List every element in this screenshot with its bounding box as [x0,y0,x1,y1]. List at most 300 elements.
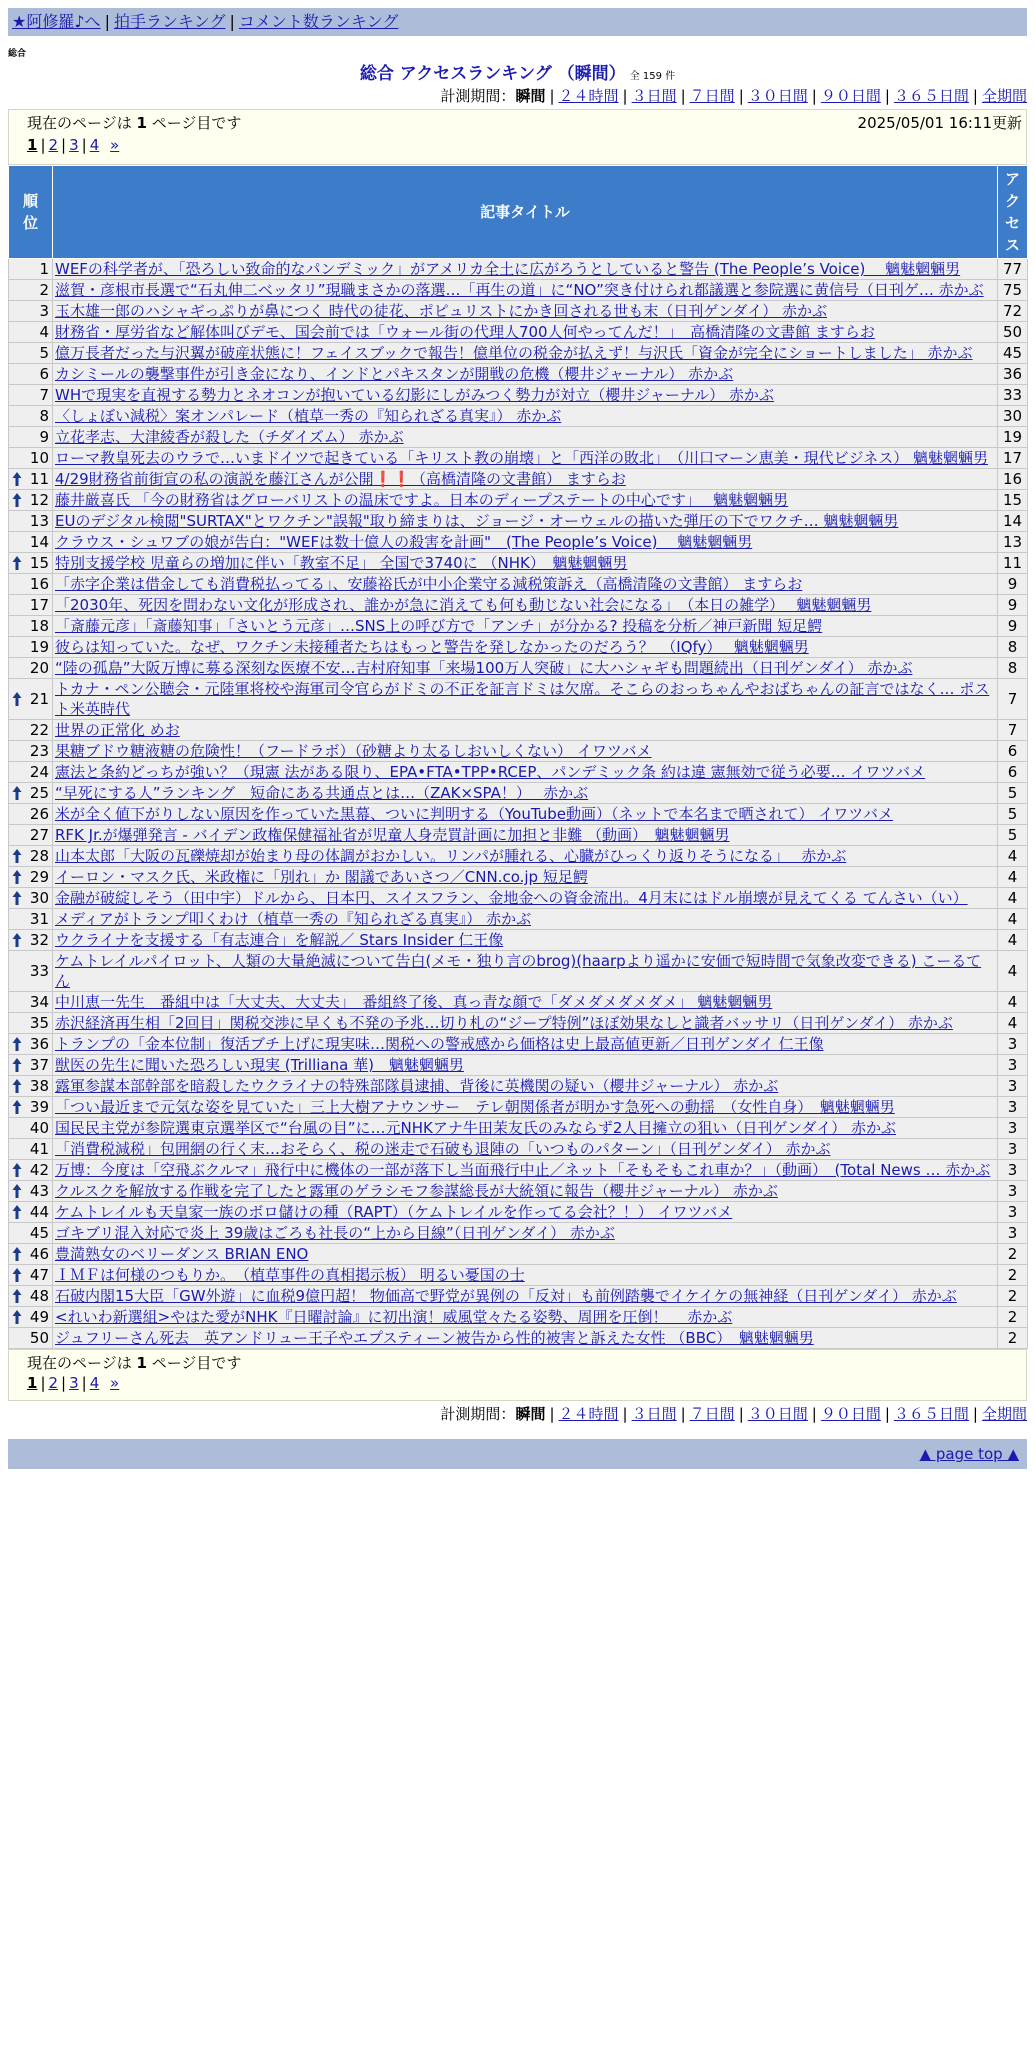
table-row [9,762,1028,783]
title-cell [53,762,998,783]
access-count: 77 [998,259,1028,280]
title-cell [53,616,998,637]
rank-cell [9,490,53,511]
rank-number: 3 [39,302,49,320]
table-row [9,658,1028,679]
rank-number: 44 [29,1203,49,1221]
rank-up-arrow-icon [12,869,22,885]
period-option-link[interactable]: ３日間 [631,87,677,105]
table-row [9,1328,1028,1349]
rank-up-arrow-icon [12,1204,22,1220]
table-row [9,909,1028,930]
article-link[interactable]: 立花孝志、大津綾香が殺した（チダイズム） 赤かぶ [55,428,404,446]
comment-ranking-link[interactable]: コメント数ランキング [238,12,399,31]
article-link[interactable]: 「消費税減税」包囲網の行く末…おそらく、税の迷走で石破も退陣の「いつものパターン」（日刊ゲンダイ） 赤かぶ [55,1140,831,1158]
article-link[interactable]: ケムトレイルパイロット、人類の大量絶滅について告白(メモ・独り言のbrog)(haarpより遥かに安価で短時間で気象改変できる) こーるてん [55,952,982,990]
period-option-link[interactable]: ７日間 [689,1405,735,1423]
page-links [27,136,119,154]
rank-up-arrow-icon [12,1162,22,1178]
exclamation-emoji-icon: ❗❗ [373,470,412,488]
title-cell [53,280,998,301]
rank-up-arrow-icon [12,932,22,948]
article-link[interactable]: クラウス・シュワブの娘が告白："WEFは数十億人の殺害を計画" (The People’s Voice) 魑魅魍魎男 [55,533,753,551]
rank-cell [9,992,53,1013]
access-count: 4 [998,846,1028,867]
table-row [9,1013,1028,1034]
period-separator: | [622,87,628,105]
rank-number: 43 [29,1182,49,1200]
table-row [9,448,1028,469]
article-link[interactable]: <れいわ新選組>やはた愛がNHK『日曜討論』に初出演！威風堂々たる姿勢、周囲を圧倒！ 赤かぶ [55,1308,733,1326]
ranking-table [8,165,1028,1349]
access-count: 3 [998,1055,1028,1076]
rank-number: 14 [29,533,49,551]
title-cell [53,343,998,364]
table-row [9,469,1028,490]
period-separator: | [680,87,686,105]
table-row [9,490,1028,511]
current-page-pre: 現在のページは [27,114,132,132]
table-row [9,1307,1028,1328]
rank-cell [9,1097,53,1118]
page-link[interactable]: 4 [89,136,100,154]
access-count: 4 [998,1013,1028,1034]
table-row [9,532,1028,553]
rank-number: 18 [29,617,49,635]
period-option-link[interactable]: ７日間 [689,87,735,105]
nav-separator: | [229,12,235,31]
article-link[interactable]: 石破内閣15大臣「GW外遊」に血税9億円超！ 物価高で野党が異例の「反対」も前例踏襲でイケイケの無神経（日刊ゲンダイ） 赤かぶ [55,1287,957,1305]
rank-number: 37 [29,1056,49,1074]
period-option-link[interactable]: ９０日間 [820,87,881,105]
page-link[interactable]: 2 [48,1374,59,1392]
table-row [9,616,1028,637]
table-row [9,301,1028,322]
rank-cell [9,553,53,574]
title-cell [53,490,998,511]
rank-up-arrow-icon [12,1246,22,1262]
rank-number: 19 [29,638,49,656]
title-cell [53,1097,998,1118]
current-page-text [27,1352,241,1373]
article-link[interactable]: 「2030年、死因を問わない文化が形成され、誰かが急に消えても何も動じない社会になる」 （本日の雑学） 魑魅魍魎男 [55,596,872,614]
title-cell [53,1223,998,1244]
article-link[interactable]: 憲法と条約どっちが強い？（現憲 法がある限り、EPA•FTA•TPP•RCEP、パンデミック条 約は違 憲無効で従う必要… イワツバメ [55,763,926,781]
article-link[interactable]: 国民民主党が参院選東京選挙区で“台風の目”に…元NHKアナ牛田茉友氏のみならず2人目擁立の狙い（日刊ゲンダイ） 赤かぶ [55,1119,896,1137]
page-separator [99,1374,110,1392]
table-row [9,322,1028,343]
breadcrumb: 総合 [8,49,27,59]
table-row [9,888,1028,909]
table-row [9,385,1028,406]
next-page-link[interactable]: » [110,136,120,154]
rank-cell [9,1244,53,1265]
rank-number: 30 [29,889,49,907]
access-count: 5 [998,804,1028,825]
article-link[interactable]: RFK Jr.が爆弾発言 - バイデン政権保健福祉省が児童人身売買計画に加担と非難 （動画） 魑魅魍魎男 [55,826,730,844]
article-link[interactable]: 「赤字企業は借金しても消費税払ってる」、安藤裕氏が中小企業守る減税策訴え（高橋清隆の文書館） ますらお [55,575,803,593]
rank-cell [9,867,53,888]
rank-cell [9,364,53,385]
title-cell [53,825,998,846]
rank-number: 4 [39,323,49,341]
table-row [9,720,1028,741]
page-separator: | [40,1374,46,1392]
period-option-link[interactable]: ３０日間 [747,87,808,105]
table-row [9,1244,1028,1265]
table-row [9,1181,1028,1202]
home-link[interactable]: ★阿修羅♪へ [12,12,101,31]
rank-number: 40 [29,1119,49,1137]
article-link[interactable]: 藤井厳喜氏 「今の財務省はグローバリストの温床ですよ。日本のディープステートの中心です」 魑魅魍魎男 [55,491,789,509]
article-link[interactable]: ケムトレイルも天皇家一族のボロ儲けの種（RAPT）（ケムトレイルを作ってる会社？！） イワツバメ [55,1203,733,1221]
table-row [9,930,1028,951]
rank-cell [9,1139,53,1160]
pager-top [8,109,1027,165]
period-separator: | [549,87,555,105]
table-row [9,1139,1028,1160]
article-link[interactable]: ＩＭＦは何様のつもりか。 （植草事件の真相掲示板） 明るい憂国の士 [55,1266,525,1284]
access-count: 3 [998,1223,1028,1244]
title-cell [53,1328,998,1349]
article-link[interactable]: 世界の正常化 めお [55,721,180,739]
rank-cell [9,511,53,532]
title-cell [53,720,998,741]
rank-number: 34 [29,993,49,1011]
article-link[interactable]: 果糖ブドウ糖液糖の危険性！（フードラボ）（砂糖より太るしおいしくない） イワツバメ [55,742,652,760]
access-count: 8 [998,637,1028,658]
page-separator: | [40,136,46,154]
table-row [9,1160,1028,1181]
title-cell [53,930,998,951]
table-row [9,364,1028,385]
rank-number: 32 [29,931,49,949]
rank-number: 9 [39,428,49,446]
rank-cell [9,762,53,783]
title-cell [53,1265,998,1286]
article-link[interactable]: 億万長者だった与沢翼が破産状態に！フェイスブックで報告！億単位の税金が払えず！与沢氏「資金が完全にショートしました」 赤かぶ [55,344,973,362]
title-cell [53,1055,998,1076]
rank-number: 31 [29,910,49,928]
rank-number: 47 [29,1266,49,1284]
title-cell [53,1013,998,1034]
rank-number: 36 [29,1035,49,1053]
table-row [9,637,1028,658]
rank-number: 46 [29,1245,49,1263]
article-link[interactable]: “陸の孤島”大阪万博に募る深刻な医療不安…吉村府知事「来場100万人突破」に大ハシャギも問題続出（日刊ゲンダイ） 赤かぶ [55,659,913,677]
access-count: 50 [998,322,1028,343]
rank-cell [9,280,53,301]
rank-number: 38 [29,1077,49,1095]
page-link[interactable]: 3 [69,1374,79,1392]
article-link[interactable]: 財務省・厚労省など解体叫びデモ、国会前では「ウォール街の代理人700人何やってんだ！」 高橋清隆の文書館 ますらお [55,323,875,341]
table-row [9,867,1028,888]
table-row [9,679,1028,720]
rank-up-arrow-icon [12,1057,22,1073]
article-link[interactable]: 米が全く値下がりしない原因を作っていた黒幕、ついに判明する（YouTube動画）（ネットで本名まで晒されて） イワツバメ [55,805,893,823]
period-label: 計測期間： [440,87,516,105]
article-link[interactable]: 豊満熟女のベリーダンス BRIAN ENO [55,1245,309,1263]
access-count: 16 [998,469,1028,490]
period-selector-top [8,85,1027,107]
page-separator: | [61,1374,67,1392]
access-count: 3 [998,1034,1028,1055]
rank-up-arrow-icon [12,555,22,571]
article-link[interactable]: トランプの「金本位制」復活ブチ上げに現実味…関税への警戒感から価格は史上最高値更新／日刊ゲンダイ 仁王像 [55,1035,824,1053]
period-separator: | [972,1405,978,1423]
rank-cell [9,804,53,825]
article-link[interactable]: 中川恵一先生 番組中は「大丈夫、大丈夫」 番組終了後、真っ青な顔で「ダメダメダメダメ」 魑魅魍魎男 [55,993,773,1011]
article-link[interactable]: 滋賀・彦根市長選で“石丸伸二ベッタリ”現職まさかの落選…「再生の道」に“NO”突き付けられ都議選と参院選に黄信号（日刊ゲ… 赤かぶ [55,281,984,299]
page-separator: | [81,1374,87,1392]
article-link[interactable]: 山本太郎「大阪の瓦礫焼却が始まり母の体調がおかしい。リンパが腫れる、心臓がひっくり返りそうになる」 赤かぶ [55,847,847,865]
rank-number: 23 [29,742,49,760]
access-count: 17 [998,448,1028,469]
rank-number: 20 [29,659,49,677]
title-cell [53,1307,998,1328]
period-option-link[interactable]: ９０日間 [820,1405,881,1423]
table-row [9,595,1028,616]
access-count: 30 [998,406,1028,427]
article-link[interactable]: “早死にする人”ランキング 短命にある共通点とは…（ZAK×SPA！） 赤かぶ [55,784,589,802]
article-link[interactable]: 獣医の先生に聞いた恐ろしい現実 (Trilliana 華) 魑魅魍魎男 [55,1056,464,1074]
rank-up-arrow-icon [12,1078,22,1094]
rank-number: 50 [29,1329,49,1347]
rank-number: 17 [29,596,49,614]
rank-cell [9,637,53,658]
page-current: 1 [27,1374,38,1392]
rank-up-arrow-icon [12,890,22,906]
rank-cell [9,1307,53,1328]
article-link[interactable]: クルスクを解放する作戦を完了したと露軍のゲラシモフ参謀総長が大統領に報告（櫻井ジャーナル） 赤かぶ [55,1182,778,1200]
page-current: 1 [27,136,38,154]
table-row [9,1118,1028,1139]
access-count: 3 [998,1076,1028,1097]
article-link[interactable]: トカナ・ペン公聴会・元陸軍将校や海軍司令官らがドミの不正を証言ドミは欠席。そこらのおっちゃんやおばちゃんの証言ではなく… ポスト米英時代 [55,680,990,718]
access-count: 6 [998,762,1028,783]
rank-number: 16 [29,575,49,593]
rank-number: 2 [39,281,49,299]
rank-cell [9,741,53,762]
title-cell [53,1244,998,1265]
article-link[interactable]: 「斎藤元彦」「斎藤知事」「さいとう元彦」…SNS上の呼び方で「アンチ」が分かる? 投稿を分析／神戸新聞 短足鰐 [55,617,823,635]
access-count: 2 [998,1244,1028,1265]
article-link[interactable]: 特別支援学校 児童らの増加に伴い「教室不足」 全国で3740に （NHK） 魑魅魍魎男 [55,554,628,572]
title-cell [53,1076,998,1097]
rank-number: 45 [29,1224,49,1242]
access-count: 15 [998,490,1028,511]
page-link[interactable]: 4 [89,1374,100,1392]
access-count: 2 [998,1328,1028,1349]
period-option-link[interactable]: ３６５日間 [893,1405,969,1423]
article-link[interactable]: ゴキブリ混入対応で炎上 39歳はごろも社長の“上から目線”（日刊ゲンダイ） 赤かぶ [55,1224,615,1242]
rank-number: 48 [29,1287,49,1305]
period-option-link[interactable]: ３０日間 [747,1405,808,1423]
rank-number: 5 [39,344,49,362]
page-link[interactable]: 3 [69,136,79,154]
rank-cell [9,720,53,741]
rank-cell [9,846,53,867]
access-count: 3 [998,1118,1028,1139]
title-cell [53,888,998,909]
period-current: 瞬間 [515,1405,546,1423]
title-cell [53,658,998,679]
rank-cell [9,469,53,490]
period-separator: | [884,1405,890,1423]
period-option-link[interactable]: ２４時間 [558,87,619,105]
title-cell [53,322,998,343]
access-count: 9 [998,616,1028,637]
rank-number: 1 [39,260,49,278]
table-row [9,1097,1028,1118]
current-page-text [27,112,241,133]
period-option-link[interactable]: ２４時間 [558,1405,619,1423]
article-link[interactable]: EUのデジタル検閲"SURTAX"とワクチン"誤報"取り締まりは、ジョージ・オーウェルの描いた弾圧の下でワクチ… 魑魅魍魎男 [55,512,899,530]
current-page-number: 1 [136,114,147,132]
rank-cell [9,1223,53,1244]
table-row [9,1265,1028,1286]
page-top-link[interactable]: ▲ page top ▲ [919,1445,1019,1463]
table-row [9,804,1028,825]
rank-number: 13 [29,512,49,530]
access-count: 45 [998,343,1028,364]
access-count: 3 [998,1181,1028,1202]
table-row [9,1286,1028,1307]
access-count: 2 [998,1265,1028,1286]
period-option-link[interactable]: ３日間 [631,1405,677,1423]
article-link[interactable]: 玉木雄一郎のハシャギっぷりが鼻につく 時代の徒花、ポピュリストにかき回される世も末（日刊ゲンダイ） 赤かぶ [55,302,827,320]
access-count: 3 [998,1097,1028,1118]
article-link[interactable]: イーロン・マスク氏、米政権に「別れ」か 閣議であいさつ／CNN.co.jp 短足鰐 [55,868,588,886]
rank-number: 6 [39,365,49,383]
title-cell [53,1139,998,1160]
rank-cell [9,825,53,846]
title-cell [53,1034,998,1055]
period-option-link[interactable]: ３６５日間 [893,87,969,105]
rank-cell [9,574,53,595]
page-links [27,1374,119,1392]
table-row [9,259,1028,280]
access-count: 2 [998,1286,1028,1307]
rank-up-arrow-icon [12,785,22,801]
title-cell [53,1160,998,1181]
access-count: 8 [998,658,1028,679]
article-link[interactable]: 4/29財務省前街宣の私の演説を藤江さんが公開❗❗（高橋清隆の文書館） ますらお [55,470,626,488]
clap-ranking-link[interactable]: 拍手ランキング [113,12,226,31]
period-separator: | [738,87,744,105]
article-link[interactable]: カシミールの襲撃事件が引き金になり、インドとパキスタンが開戦の危機（櫻井ジャーナル） 赤かぶ [55,365,734,383]
article-link[interactable]: 赤沢経済再生相「2回目」関税交渉に早くも不発の予兆…切り札の“ジープ特例”ほぼ効果なしと識者バッサリ（日刊ゲンダイ） 赤かぶ [55,1014,953,1032]
title-cell [53,804,998,825]
table-row [9,553,1028,574]
rank-number: 49 [29,1308,49,1326]
rank-up-arrow-icon [12,691,22,707]
access-count: 11 [998,553,1028,574]
title-cell [53,1118,998,1139]
article-link[interactable]: 金融が破綻しそう（田中宇）ドルから、日本円、スイスフラン、金地金への資金流出。4月末にはドル崩壊が見えてくる てんさい（い） [55,889,968,907]
rank-cell [9,616,53,637]
page-separator: | [61,136,67,154]
title-cell [53,406,998,427]
rank-cell [9,532,53,553]
article-link[interactable]: WEFの科学者が、「恐ろしい致命的なパンデミック」がアメリカ全土に広がろうとしていると警告 (The People’s Voice) 魑魅魍魎男 [55,260,961,278]
rank-up-arrow-icon [12,1036,22,1052]
rank-up-arrow-icon [12,1267,22,1283]
access-count: 3 [998,1160,1028,1181]
article-link[interactable]: ローマ教皇死去のウラで…いまドイツで起きている「キリスト教の崩壊」と「西洋の敗北」 （川口マーン恵美・現代ビジネス） 魑魅魍魎男 [55,449,988,467]
rank-cell [9,1034,53,1055]
rank-cell [9,1055,53,1076]
rank-number: 41 [29,1140,49,1158]
access-count: 3 [998,1202,1028,1223]
access-count: 4 [998,909,1028,930]
title-cell [53,867,998,888]
article-link[interactable]: 露軍参謀本部幹部を暗殺したウクライナの特殊部隊員逮捕、背後に英機関の疑い（櫻井ジャーナル） 赤かぶ [55,1077,779,1095]
next-page-link[interactable]: » [110,1374,120,1392]
period-label: 計測期間： [440,1405,516,1423]
rank-cell [9,783,53,804]
rank-cell [9,1013,53,1034]
article-link[interactable]: 万博：今度は「空飛ぶクルマ」飛行中に機体の一部が落下し当面飛行中止／ネット「そもそもこれ車か？」（動画） (Total News … 赤かぶ [55,1161,991,1179]
table-row [9,1202,1028,1223]
rank-up-arrow-icon [12,1288,22,1304]
table-row [9,280,1028,301]
article-link[interactable]: 〈しょぼい減税〉案オンパレード（植草一秀の『知られざる真実』） 赤かぶ [55,407,562,425]
period-separator: | [680,1405,686,1423]
rank-number: 33 [29,962,49,980]
title-cell [53,469,998,490]
rank-cell [9,1286,53,1307]
access-count: 13 [998,532,1028,553]
rank-number: 24 [29,763,49,781]
period-separator: | [622,1405,628,1423]
rank-up-arrow-icon [12,1099,22,1115]
table-row [9,427,1028,448]
title-cell [53,992,998,1013]
article-link[interactable]: メディアがトランプ叩くわけ（植草一秀の『知られざる真実』） 赤かぶ [55,910,532,928]
title-cell [53,909,998,930]
article-link[interactable]: 彼らは知っていた。なぜ、ワクチン未接種者たちはもっと警告を発しなかったのだろう？ （IQfy） 魑魅魍魎男 [55,638,809,656]
page-separator: | [81,136,87,154]
access-count: 4 [998,930,1028,951]
rank-number: 29 [29,868,49,886]
rank-up-arrow-icon [12,848,22,864]
table-row [9,846,1028,867]
page-link[interactable]: 2 [48,136,59,154]
article-link[interactable]: ジュフリーさん死去 英アンドリュー王子やエプスティーン被告から性的被害と訴えた女性 （BBC） 魑魅魍魎男 [55,1329,814,1347]
rank-up-arrow-icon [12,492,22,508]
article-link[interactable]: ウクライナを支援する「有志連合」を解説／ Stars Insider 仁王像 [55,931,504,949]
access-count: 4 [998,867,1028,888]
access-count: 5 [998,825,1028,846]
rank-number: 28 [29,847,49,865]
access-count: 19 [998,427,1028,448]
title-cell [53,364,998,385]
article-link[interactable]: 「つい最近まで元気な姿を見ていた」三上大樹アナウンサー テレ朝関係者が明かす急死への動揺 （女性自身） 魑魅魍魎男 [55,1098,895,1116]
period-option-link[interactable]: 全期間 [981,1405,1027,1423]
article-link[interactable]: WHで現実を直視する勢力とネオコンが抱いている幻影にしがみつく勢力が対立（櫻井ジャーナル） 赤かぶ [55,386,774,404]
access-count: 7 [998,679,1028,720]
title-cell [53,385,998,406]
current-page-pre: 現在のページは [27,1354,132,1372]
rank-cell [9,658,53,679]
period-option-link[interactable]: 全期間 [981,87,1027,105]
title-cell [53,741,998,762]
access-count: 33 [998,385,1028,406]
page-separator [99,136,110,154]
title-cell [53,301,998,322]
top-nav-bar [8,8,1027,36]
